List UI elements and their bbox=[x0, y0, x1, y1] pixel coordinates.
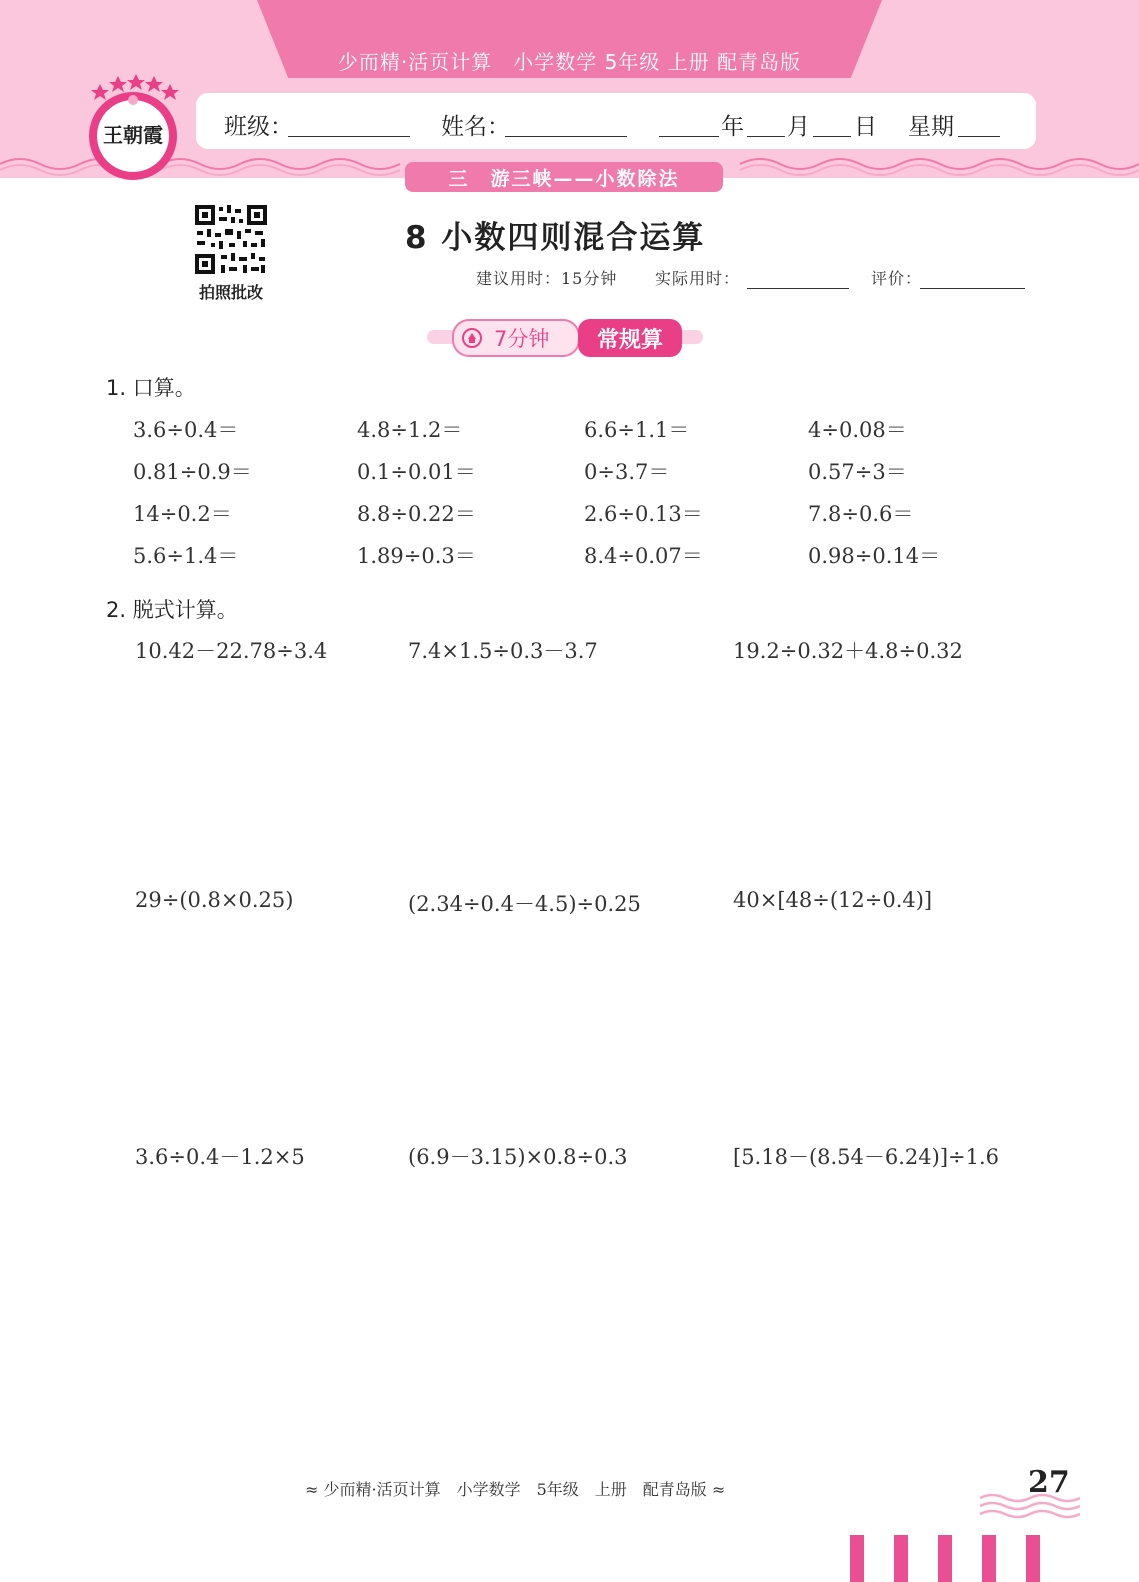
footer-bar bbox=[894, 1535, 908, 1582]
calc-item: (2.34÷0.4－4.5)÷0.25 bbox=[408, 892, 641, 916]
clock-icon bbox=[460, 325, 484, 349]
oral-item: 0.1÷0.01＝ bbox=[357, 460, 476, 484]
unit-title: 三 游三峡——小数除法 bbox=[448, 168, 680, 190]
class-label: 班级： bbox=[224, 114, 293, 140]
footer-bar bbox=[938, 1535, 952, 1582]
weekday-label: 星期 bbox=[908, 114, 954, 140]
year-field[interactable] bbox=[659, 110, 719, 137]
section1-title: 1. 口算。 bbox=[106, 376, 196, 400]
oral-item: 8.4÷0.07＝ bbox=[584, 544, 703, 568]
badge-time: 7分钟 bbox=[494, 327, 550, 351]
qr-code-icon[interactable] bbox=[193, 203, 269, 276]
oral-item: 4.8÷1.2＝ bbox=[357, 418, 463, 442]
oral-item: 14÷0.2＝ bbox=[133, 502, 232, 526]
badge-kind: 常规算 bbox=[596, 328, 663, 353]
oral-item: 0÷3.7＝ bbox=[584, 460, 670, 484]
oral-item: 3.6÷0.4＝ bbox=[133, 418, 239, 442]
oral-item: 0.81÷0.9＝ bbox=[133, 460, 252, 484]
month-field[interactable] bbox=[747, 110, 785, 137]
year-label: 年 bbox=[721, 114, 744, 140]
page-number: 27 bbox=[1028, 1465, 1070, 1500]
rating-label: 评价： bbox=[871, 269, 923, 288]
footer-bar bbox=[1026, 1535, 1040, 1582]
oral-item: 0.57÷3＝ bbox=[808, 460, 907, 484]
footer-text: ≈ 少而精·活页计算 小学数学 5年级 上册 配青岛版 ≈ bbox=[305, 1480, 726, 1499]
month-label: 月 bbox=[787, 114, 810, 140]
actual-time-field[interactable] bbox=[747, 268, 849, 289]
footer-bar bbox=[850, 1535, 864, 1582]
logo-text: 王朝霞 bbox=[103, 123, 163, 147]
calc-item: 7.4×1.5÷0.3－3.7 bbox=[408, 639, 598, 663]
rating-field[interactable] bbox=[920, 268, 1025, 289]
name-field[interactable] bbox=[505, 110, 627, 137]
oral-item: 4÷0.08＝ bbox=[808, 418, 907, 442]
footer-bar bbox=[982, 1535, 996, 1582]
class-field[interactable] bbox=[288, 110, 410, 137]
weekday-field[interactable] bbox=[958, 110, 1000, 137]
oral-item: 6.6÷1.1＝ bbox=[584, 418, 690, 442]
qr-label: 拍照批改 bbox=[198, 283, 263, 302]
banner-text: 少而精·活页计算 小学数学 5年级 上册 配青岛版 bbox=[337, 50, 802, 74]
calc-item: 19.2÷0.32＋4.8÷0.32 bbox=[733, 639, 963, 663]
name-label: 姓名： bbox=[441, 114, 510, 140]
oral-item: 0.98÷0.14＝ bbox=[808, 544, 941, 568]
brand-logo bbox=[78, 70, 188, 185]
oral-item: 7.8÷0.6＝ bbox=[808, 502, 914, 526]
calc-item: 10.42－22.78÷3.4 bbox=[135, 639, 328, 663]
oral-item: 8.8÷0.22＝ bbox=[357, 502, 476, 526]
oral-item: 1.89÷0.3＝ bbox=[357, 544, 476, 568]
actual-time-label: 实际用时： bbox=[655, 269, 741, 288]
oral-item: 2.6÷0.13＝ bbox=[584, 502, 703, 526]
calc-item: 3.6÷0.4－1.2×5 bbox=[135, 1145, 305, 1169]
day-field[interactable] bbox=[813, 110, 851, 137]
calc-item: (6.9－3.15)×0.8÷0.3 bbox=[408, 1145, 628, 1169]
calc-item: 29÷(0.8×0.25) bbox=[135, 888, 294, 912]
oral-item: 5.6÷1.4＝ bbox=[133, 544, 239, 568]
footer-wave-decoration bbox=[980, 1490, 1080, 1524]
section2-title: 2. 脱式计算。 bbox=[106, 598, 238, 622]
day-label: 日 bbox=[854, 114, 877, 140]
calc-item: 40×[48÷(12÷0.4)] bbox=[733, 888, 933, 912]
suggested-time: 建议用时：15分钟 bbox=[476, 269, 618, 288]
calc-item: [5.18－(8.54－6.24)]÷1.6 bbox=[733, 1145, 1000, 1169]
lesson-title: 8 小数四则混合运算 bbox=[405, 220, 706, 256]
